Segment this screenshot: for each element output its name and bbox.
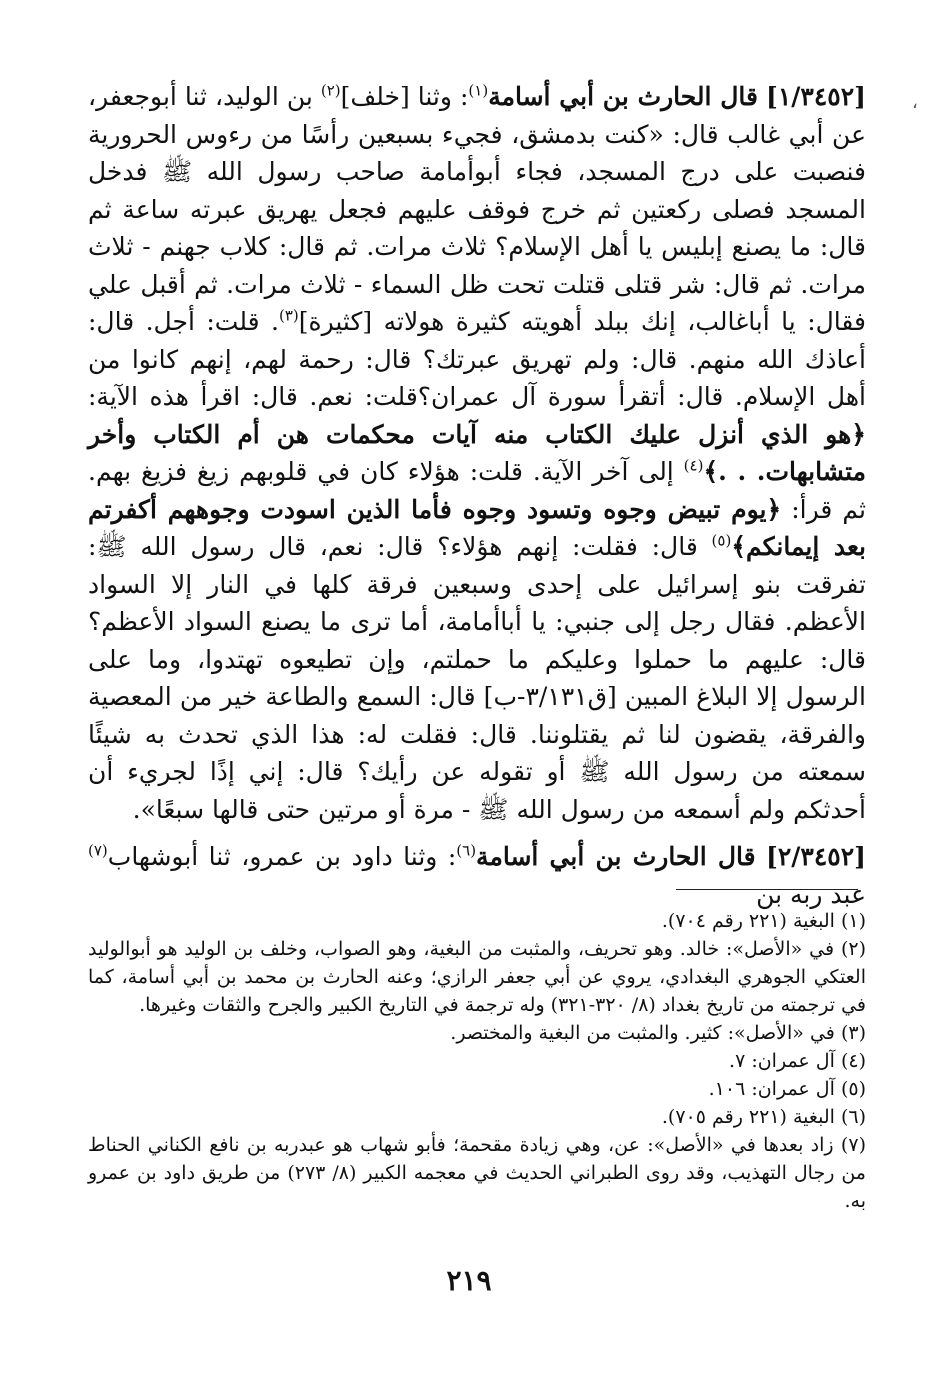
- quran-quote-1: ﴿هو الذي أنزل عليك الكتاب منه آيات محكمات هن أم الكتاب وأخر متشابهات. . .﴾: [88, 419, 866, 486]
- footnote-number: (١): [840, 910, 866, 932]
- text-segment: قال: فقلت: إنهم هؤلاء؟ قال: نعم، قال رسول الله ﷺ: تفرقت بنو إسرائيل على إحدى وسبعين فرقة كلها في النار إلا السواد الأعظم. فقال رجل إلى جنبي: يا أباأمامة، أما ترى ما يصنع السواد الأعظم؟ قال: عليهم ما حملوا وعليكم ما حملتم، وإن تطيعوه تهتدوا، وما على الرسول إلا البلاغ المبين [ق٣/١٣١-ب] قال: السمع والطاعة خير من المعصية والفرقة، يقضون لنا ثم يقتلوننا. قال: فقلت له: هذا الذي تحدث به شيئًا سمعته من رسول الله ﷺ أو تقوله عن رأيك؟ قال: إني إذًا لجريء أن أحدثكم ولم أسمعه من رسول الله ﷺ - مرة أو مرتين حتى قالها سبعًا».: [88, 532, 866, 824]
- footnote-number: (٤): [840, 1050, 866, 1072]
- footnote-5: [88, 1075, 866, 1103]
- footnote-4: [88, 1047, 866, 1075]
- footnote-ref-4[interactable]: (٤): [683, 456, 704, 475]
- text-segment: عبد ربه بن: [756, 879, 866, 909]
- footnote-ref-1[interactable]: (١): [468, 81, 489, 100]
- footnote-ref-7[interactable]: (٧): [88, 841, 108, 860]
- footnote-6: [88, 1103, 866, 1131]
- footnote-ref-3[interactable]: (٣): [278, 306, 299, 325]
- footnote-number: (٢): [840, 938, 867, 960]
- text-segment: . قلت: أجل. قال: أعاذك الله منهم. قال: ولم تهريق عبرتك؟ قال: رحمة لهم، إنهم كانوا من أهل الإسلام. قال: أتقرأ سورة آل عمران؟قلت: نعم. قال: اقرأ هذه الآية:: [88, 307, 866, 411]
- footnote-text: في «الأصل»: كثير. والمثبت من البغية والمختصر.: [450, 1022, 835, 1044]
- footnote-text: في «الأصل»: خالد. وهو تحريف، والمثبت من البغية، وهو الصواب، وخلف بن الوليد هو أبوالوليد العتكي الجوهري البغدادي، يروي عن أبي جعفر الرازي؛ وعنه الحارث بن محمد بن أبي أسامة، كما في ترجمته من تاريخ بغداد (٨/ ٣٢٠-٣٢١) وله ترجمة في التاريخ الكبير والجرح والثقات وغيرها.: [88, 938, 866, 1016]
- footnote-text: البغية (٢٢١ رقم ٧٠٤).: [661, 910, 835, 932]
- footnote-number: (٧): [840, 1134, 866, 1156]
- footnotes: [88, 907, 866, 1215]
- narrator-lead: قال الحارث بن أبي أسامة: [488, 82, 758, 111]
- footnote-ref-5[interactable]: (٥): [711, 531, 732, 550]
- footnote-number: (٥): [840, 1078, 866, 1100]
- page-number: ٢١٩: [446, 1264, 492, 1297]
- footnote-1: [88, 907, 866, 935]
- quran-quote-2: ﴿يوم تبيض وجوه وتسود وجوه فأما الذين اسودت وجوههم أكفرتم بعد إيمانكم﴾: [88, 494, 866, 561]
- hadith-number: [٢/٣٤٥٢]: [766, 842, 866, 871]
- text-segment: إلى آخر الآية. قلت: هؤلاء كان في قلوبهم زيغ فزيغ بهم. ثم قرأ:: [88, 457, 866, 524]
- footnote-text: زاد بعدها في «الأصل»: عن، وهي زيادة مقحمة؛ فأبو شهاب هو عبدربه بن نافع الكناني الحناط من رجال التهذيب، وقد روى الطبراني الحديث في معجمه الكبير (٨/ ٢٧٣) من طريق داود بن عمرو به.: [88, 1134, 866, 1212]
- footnote-number: (٦): [840, 1106, 866, 1128]
- footnote-number: (٣): [840, 1022, 866, 1044]
- footnote-text: آل عمران: ٧.: [729, 1050, 835, 1072]
- footnote-ref-6[interactable]: (٦): [456, 841, 477, 860]
- text-segment: : وثنا داود بن عمرو، ثنا أبوشهاب: [107, 842, 457, 871]
- text-segment: : وثنا [خلف]: [340, 82, 469, 111]
- text-segment: بن الوليد، ثنا أبوجعفر، عن أبي غالب قال: «كنت بدمشق، فجيء بسبعين رأسًا من رءوس الحرورية فنصبت على درج المسجد، فجاء أبوأمامة صاحب رسول الله ﷺ فدخل المسجد فصلى ركعتين ثم خرج فوقف عليهم فجعل يهريق عبرته ساعة ثم قال: ما يصنع إبليس يا أهل الإسلام؟ ثلاث مرات. ثم قال: كلاب جهنم - ثلاث مرات. ثم قال: شر قتلى قتلت تحت ظل السماء - ثلاث مرات. ثم أقبل علي فقال: يا أباغالب، إنك ببلد أهويته كثيرة هولاته [كثيرة]: [88, 82, 867, 336]
- main-text: [88, 78, 866, 913]
- footnote-3: [88, 1019, 866, 1047]
- footnote-text: البغية (٢٢١ رقم ٧٠٥).: [661, 1106, 835, 1128]
- footnote-7: [88, 1131, 866, 1215]
- margin-mark: ،: [912, 92, 918, 113]
- footnote-separator: [676, 889, 858, 890]
- hadith-number: [١/٣٤٥٢]: [766, 82, 866, 111]
- hadith-paragraph-1: [88, 78, 866, 828]
- footnote-text: آل عمران: ١٠٦.: [708, 1078, 835, 1100]
- footnote-2: [88, 935, 866, 1019]
- footnote-ref-2[interactable]: (٢): [320, 81, 341, 100]
- hadith-paragraph-2: [88, 838, 866, 913]
- narrator-lead: قال الحارث بن أبي أسامة: [476, 842, 756, 871]
